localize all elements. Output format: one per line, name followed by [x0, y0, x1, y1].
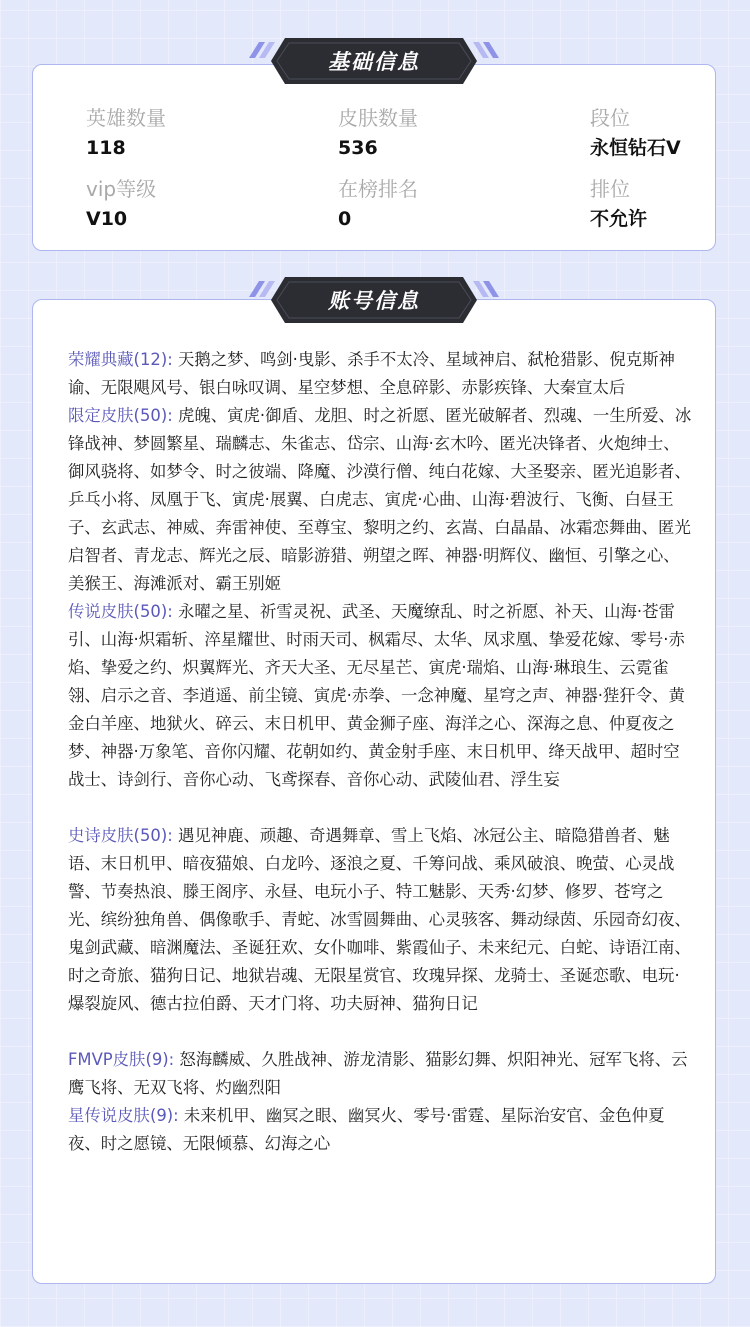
section-title: 荣耀典藏(12):	[68, 350, 173, 369]
basic-info-banner	[245, 38, 503, 84]
stat-rank-tier	[590, 106, 681, 160]
stat-label: 排位	[590, 177, 630, 201]
section-items: 遇见神鹿、顽趣、奇遇舞章、雪上飞焰、冰冠公主、暗隐猎兽者、魅语、末日机甲、暗夜猫娘、白龙吟、逐浪之夏、千筹问战、乘风破浪、晚萤、心灵战警、节奏热浪、滕王阁序、永昼、电玩小子、特工魅影、天秀·幻梦、修罗、苍穹之光、缤纷独角兽、偶像歌手、青蛇、冰雪圆舞曲、心灵骇客、舞动绿茵、乐园奇幻夜、鬼剑武藏、暗渊魔法、圣诞狂欢、女仆咖啡、紫霞仙子、未来纪元、白蛇、诗语江南、时之奇旅、猫狗日记、地狱岩魂、无限星赏官、玫瑰异探、龙骑士、圣诞恋歌、电玩·爆裂旋风、德古拉伯爵、天才门将、功夫厨神、猫狗日记	[68, 826, 691, 1013]
stat-hero-count	[86, 106, 166, 160]
stat-value: 118	[86, 137, 126, 159]
section-epic-skins	[68, 822, 696, 1018]
stat-value: V10	[86, 208, 128, 230]
stat-label: 皮肤数量	[338, 106, 418, 130]
section-title: 史诗皮肤(50):	[68, 826, 173, 845]
stat-value: 不允许	[590, 208, 648, 230]
section-title: FMVP皮肤(9):	[68, 1050, 175, 1069]
stat-vip-level	[86, 177, 156, 231]
stat-skin-count	[338, 106, 418, 160]
stat-label: 英雄数量	[86, 106, 166, 130]
section-spacer	[68, 1018, 696, 1046]
stat-label: vip等级	[86, 177, 157, 201]
section-items: 虎魄、寅虎·御盾、龙胆、时之祈愿、匿光破解者、烈魂、一生所爱、冰锋战神、梦圆繁星、瑞麟志、朱雀志、岱宗、山海·玄木吟、匿光决锋者、火炮绅士、御风骁将、如梦令、时之彼端、降魔、沙漠行僧、纯白花嫁、大圣娶亲、匿光追影者、乒乓小将、凤凰于飞、寅虎·展翼、白虎志、寅虎·心曲、山海·碧波行、飞衡、白昼王子、玄武志、神威、奔雷神使、至尊宝、黎明之约、玄嵩、白晶晶、冰霜恋舞曲、匿光启智者、青龙志、辉光之辰、暗影游猎、朔望之晖、神器·明辉仪、幽恒、引擎之心、美猴王、海滩派对、霸王别姬	[68, 406, 692, 593]
stat-value: 永恒钻石V	[590, 137, 681, 159]
stat-label: 段位	[590, 106, 630, 130]
account-info-title: 账号信息	[328, 289, 420, 313]
account-info-banner	[245, 277, 503, 323]
stat-label: 在榜排名	[338, 177, 418, 201]
basic-info-title: 基础信息	[328, 50, 420, 74]
stat-value: 536	[338, 137, 378, 159]
section-glory-collection	[68, 346, 696, 402]
section-title: 限定皮肤(50):	[68, 406, 173, 425]
stat-leaderboard-rank	[338, 177, 418, 231]
section-star-legend-skins	[68, 1102, 696, 1158]
section-items: 怒海麟威、久胜战神、游龙清影、猫影幻舞、炽阳神光、冠军飞将、云鹰飞将、无双飞将、灼幽烈阳	[68, 1050, 688, 1097]
stat-ranked-allowed	[590, 177, 647, 231]
section-items: 永曜之星、祈雪灵祝、武圣、天魔缭乱、时之祈愿、补天、山海·苍雷引、山海·炽霜斩、淬星耀世、时雨天司、枫霜尽、太华、凤求凰、挚爱花嫁、零号·赤焰、挚爱之约、炽翼辉光、齐天大圣、无尽星芒、寅虎·瑞焰、山海·琳琅生、云霓雀翎、启示之音、李逍遥、前尘镜、寅虎·赤拳、一念神魔、星穹之声、神器·狴犴令、黄金白羊座、地狱火、碎云、末日机甲、黄金狮子座、海洋之心、深海之息、仲夏夜之梦、神器·万象笔、音你闪耀、花朝如约、黄金射手座、末日机甲、绛天战甲、超时空战士、诗剑行、音你心动、飞鸢探春、音你心动、武陵仙君、浮生妄	[68, 602, 685, 789]
section-items: 天鹅之梦、鸣剑·曳影、杀手不太冷、星域神启、弑枪猎影、倪克斯神谕、无限飓风号、银白咏叹调、星空梦想、全息碎影、赤影疾锋、大秦宣太后	[68, 350, 675, 397]
section-limited-skins	[68, 402, 696, 598]
section-title: 星传说皮肤(9):	[68, 1106, 179, 1125]
section-fmvp-skins	[68, 1046, 696, 1102]
section-spacer	[68, 794, 696, 822]
section-items: 未来机甲、幽冥之眼、幽冥火、零号·雷霆、星际治安官、金色仲夏夜、时之愿镜、无限倾慕、幻海之心	[68, 1106, 665, 1153]
skin-list	[68, 346, 696, 1158]
section-legend-skins	[68, 598, 696, 794]
stat-value: 0	[338, 208, 352, 230]
section-title: 传说皮肤(50):	[68, 602, 173, 621]
